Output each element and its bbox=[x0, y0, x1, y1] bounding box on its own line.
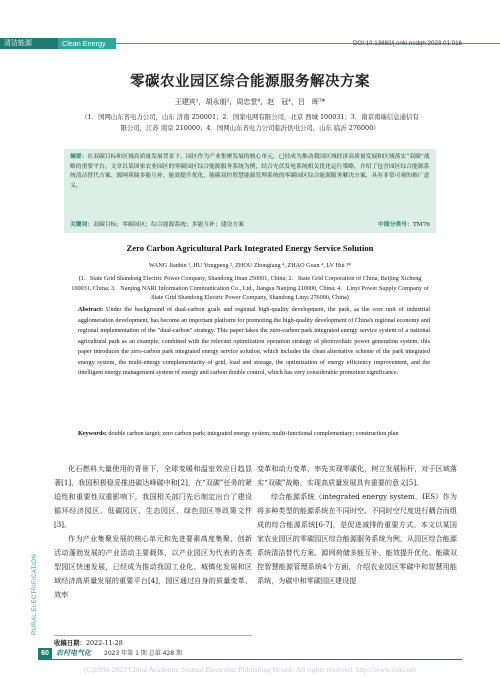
doi[interactable]: DOI:10.13882/j.cnki.ncdqh.2023.01.016 bbox=[352, 40, 462, 47]
affiliations-cn: （1．国网山东省电力公司，山东 济南 250001；2．国家电网有限公司，北京 西城 100031；3．南京南瑞信息通信有限公司，江苏 南京 210000；4．国网山东省电力公司临沂供电公司，山东 临沂 276000） bbox=[81, 113, 419, 132]
abstract-en bbox=[78, 305, 430, 379]
received-value: 2022-11-28 bbox=[85, 639, 123, 647]
keywords-en-label: Keywords: bbox=[78, 430, 107, 437]
title-cn: 零碳农业园区综合能源服务解决方案 bbox=[130, 74, 370, 90]
body-paragraph: 变革和动力变革，率先实现零碳化，树立发展标杆，对于区域落实“双碳”战略，实现高质量发展具有重要的意义[5]。 bbox=[257, 464, 457, 487]
section-label-en: Clean Energy bbox=[58, 38, 116, 49]
received-label: 收稿日期： bbox=[54, 639, 86, 647]
page-number: 60 bbox=[38, 648, 52, 659]
abstract-en-label: Abstract: bbox=[78, 306, 104, 313]
abstract-cn bbox=[70, 153, 430, 191]
issue-info: 2023 年第 1 期 总第 428 期 bbox=[104, 650, 182, 657]
journal-name: 农村电气化 bbox=[56, 649, 91, 657]
body-paragraph: 作为产业集聚发展的核心单元和先进要素高度集聚、创新活动蓬勃发展的产业活动主要载体，以产业园区为代表的各类型园区快速发展，已经成为推动我国工业化、城镇化发展和区域经济高质量发展的重要平台[4]，园区通过自身的质量变革、效率 bbox=[54, 534, 252, 599]
abstract-cn-text: 在双碳目标和区域高质量发展背景下，园区作为产业集聚发展的核心单元，已经成为推动我国区域经济高质量发展和区域落实“双碳”战略的重要平台。文章以某国家农业园区的零碳园区综合能源服务系统为例，结合光伏发电系统相关优化运行策略，介绍了包含园区综合能源系统清洁替代方案、源网荷储多能互补、能效提升优化、能碳双控智慧能源管理系统的零碳园区综合能源服务解决方案，具有非常可观的推广意义。 bbox=[70, 154, 430, 189]
clc-value: TM76 bbox=[412, 222, 430, 228]
authors-en: WANG Jianbin ¹, HU Yongpeng ², ZHOU Zhongtang ⁴, ZHAO Guan ⁴, LV Hui ³* bbox=[148, 262, 352, 269]
side-label: RURAL ELECTRIFICATION bbox=[32, 554, 38, 635]
keywords-cn: 双碳目标；零碳园区；综合能源系统；多能互补；建设方案 bbox=[93, 222, 244, 228]
body-column-left bbox=[54, 462, 252, 602]
copyright-watermark: (C)1994-2023 China Academic Journal Electronic Publishing House. All rights reserved. http://www.cnki.net bbox=[83, 665, 417, 674]
body-paragraph: 化石燃料大量使用的背景下，全球变暖和温室效应日趋显著[1]，我国积极稳妥推进碳达峰碳中和[2]，在“双碳”任务的紧迫性和重要性双重影响下，我国相关部门先后制定出台了建设循环经济园区、低碳园区、生态园区、绿色园区等政策文件[3]。 bbox=[54, 464, 252, 529]
body-paragraph: 综合能源系统（integrated energy system，IES）作为将多种类型的能源系统在不同时空、不同时空尺度进行耦合而组成的综合能源系统[6-7]，是促进减排的重要方式。本文以某国家农业园区的零碳园区综合能源服务系统为例，从园区综合能源系统清洁替代方案、源网荷储多能互补、能效提升优化、能碳双控智慧能源管理系统4个方面，介绍农业园区零碳中和智慧用能系统，为碳中和零碳园区建设提 bbox=[257, 492, 457, 585]
keywords-en bbox=[78, 429, 430, 440]
keywords-cn-row bbox=[70, 221, 430, 230]
clc-label: 中图分类号： bbox=[378, 222, 413, 228]
body-column-right bbox=[257, 462, 457, 588]
page-footer bbox=[38, 648, 462, 659]
keywords-cn-label: 关键词： bbox=[70, 222, 94, 228]
abstract-cn-label: 摘要： bbox=[70, 154, 88, 160]
title-en: Zero Carbon Agricultural Park Integrated Energy Service Solution bbox=[126, 243, 374, 253]
abstract-cn-box bbox=[64, 149, 436, 233]
authors-cn: 王建宾¹，胡永朋²，周忠堂⁴，赵 冠⁴，吕 晖³* bbox=[174, 98, 326, 106]
affiliations-en: (1．State Grid Shandong Electric Power Company, Shandong Jinan 250001, China; 2．State Grid Corporation of China, Beijing Xicheng 100031, China; 3．Nanjing NARI Information Communication Co., Ltd., Jiangsu Nanjing 210000, China; 4．Linyi Power Supply Company of State Grid Shandong Electric Power Company, Shandong Linyi 276000, China) bbox=[71, 275, 429, 301]
clc-number bbox=[378, 221, 430, 230]
section-label-cn: 清洁能源 bbox=[0, 38, 58, 49]
received-date bbox=[54, 635, 252, 647]
footer-rule bbox=[38, 659, 462, 660]
abstract-en-text: Under the background of dual-carbon goals and regional high-quality development, the park, as the core unit of industrial agglomeration development, has become an important platform for promoting the high-quality development of China's regional economy and regional implementation of the "dual-carbon" strategy. This paper takes the zero-carbon park integrated energy service system of a national agricultural park as an example, combined with the relevant optimization operation strategy of photovoltaic power generation system, this paper introduces the zero-carbon park integrated energy service solution, which includes the clean alternative scheme of the park integrated energy system, the multi-energy complementarity of grid, load and storage, the optimization of energy efficiency improvement, and the intelligent energy management system of energy and carbon double control, which has very considerable promotion significance. bbox=[78, 306, 431, 376]
keywords-en-text: double carbon target; zero carbon park; integrated energy system; multi-functional complementary; construction plan bbox=[108, 430, 399, 437]
